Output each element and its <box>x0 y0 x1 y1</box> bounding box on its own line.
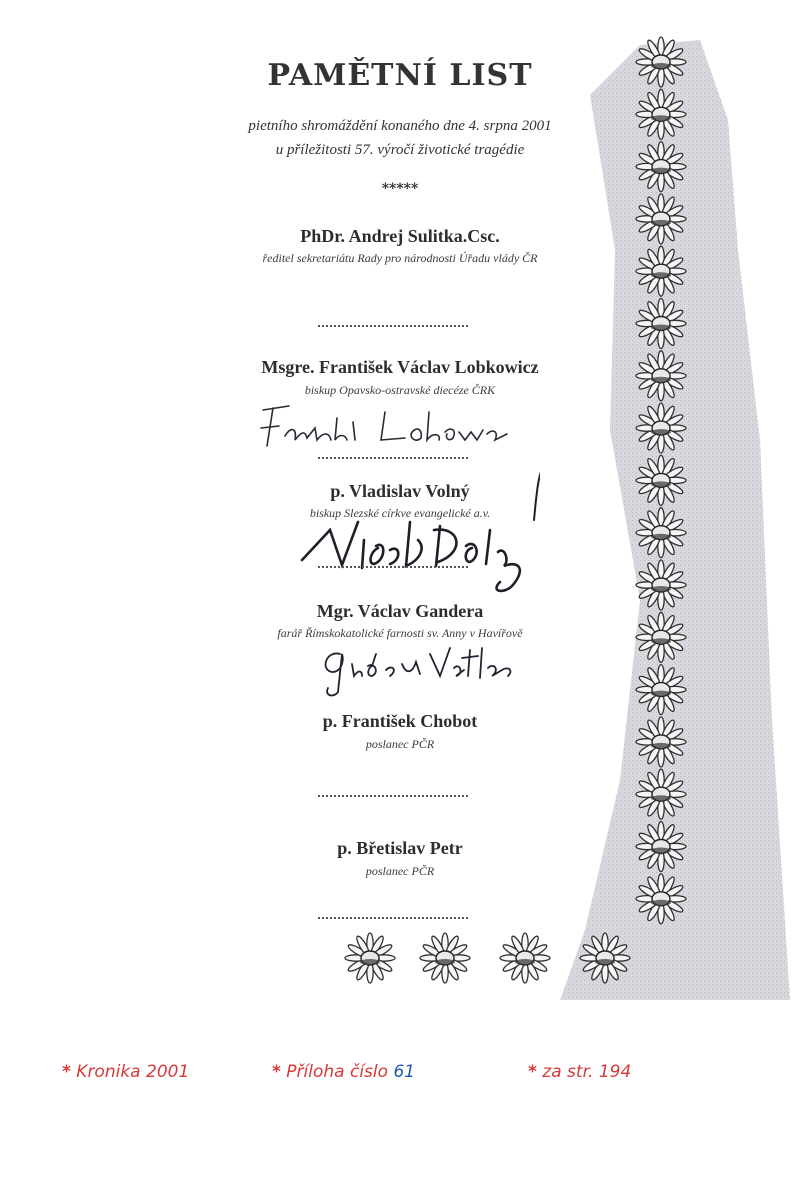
asterisk-mark: * <box>62 1062 71 1082</box>
signatory-role: farář Římskokatolické farnosti sv. Anny v Havířově <box>277 626 523 640</box>
signatory-role: biskup Slezské církve evangelické a.v. <box>309 506 491 520</box>
daisy-flower-icon <box>345 933 395 983</box>
signatory-name: Msgre. František Václav Lobkowicz <box>261 357 539 377</box>
intro-line-2: u příležitosti 57. výročí životické tragédie <box>275 142 525 158</box>
handwritten-signature <box>312 640 527 700</box>
intro-line-1: pietního shromáždění konaného dne 4. srpna 2001 <box>248 118 552 134</box>
annotation-label: Kronika <box>76 1062 141 1082</box>
signatory-name: p. Břetislav Petr <box>337 838 463 858</box>
signatory-name: p. Vladislav Volný <box>330 481 470 501</box>
annotation-value: 194 <box>598 1062 632 1082</box>
page-title: PAMĚTNÍ LIST <box>267 58 533 93</box>
daisy-flower-icon <box>420 933 470 983</box>
annotation-label: Příloha číslo <box>286 1062 389 1082</box>
annotation-page <box>528 1062 631 1082</box>
handwritten-signature <box>290 460 540 600</box>
signatory-role: biskup Opavsko-ostravské diecéze ČRK <box>304 383 496 397</box>
signatory-name: Mgr. Václav Gandera <box>316 601 484 621</box>
separator: ***** <box>381 181 419 197</box>
annotation-value: 61 <box>393 1062 416 1082</box>
signature-line <box>318 795 468 797</box>
handwritten-signature <box>245 398 515 453</box>
signature-line <box>318 566 468 568</box>
signatory-role: poslanec PČR <box>365 737 435 751</box>
signatory-name: p. František Chobot <box>322 711 478 731</box>
annotation-chronicle <box>62 1062 189 1082</box>
signature-line <box>318 917 468 919</box>
signature-line <box>318 325 468 327</box>
annotation-label: za str. <box>542 1062 594 1082</box>
asterisk-mark: * <box>528 1062 537 1082</box>
annotation-appendix <box>272 1062 415 1082</box>
signature-line <box>318 457 468 459</box>
signatory-role: poslanec PČR <box>365 864 435 878</box>
daisy-flower-icon <box>500 933 550 983</box>
annotation-value: 2001 <box>146 1062 190 1082</box>
asterisk-mark: * <box>272 1062 281 1082</box>
signatory-name: PhDr. Andrej Sulitka.Csc. <box>300 226 500 246</box>
signatory-role: ředitel sekretariátu Rady pro národnosti Úřadu vlády ČR <box>262 251 538 265</box>
